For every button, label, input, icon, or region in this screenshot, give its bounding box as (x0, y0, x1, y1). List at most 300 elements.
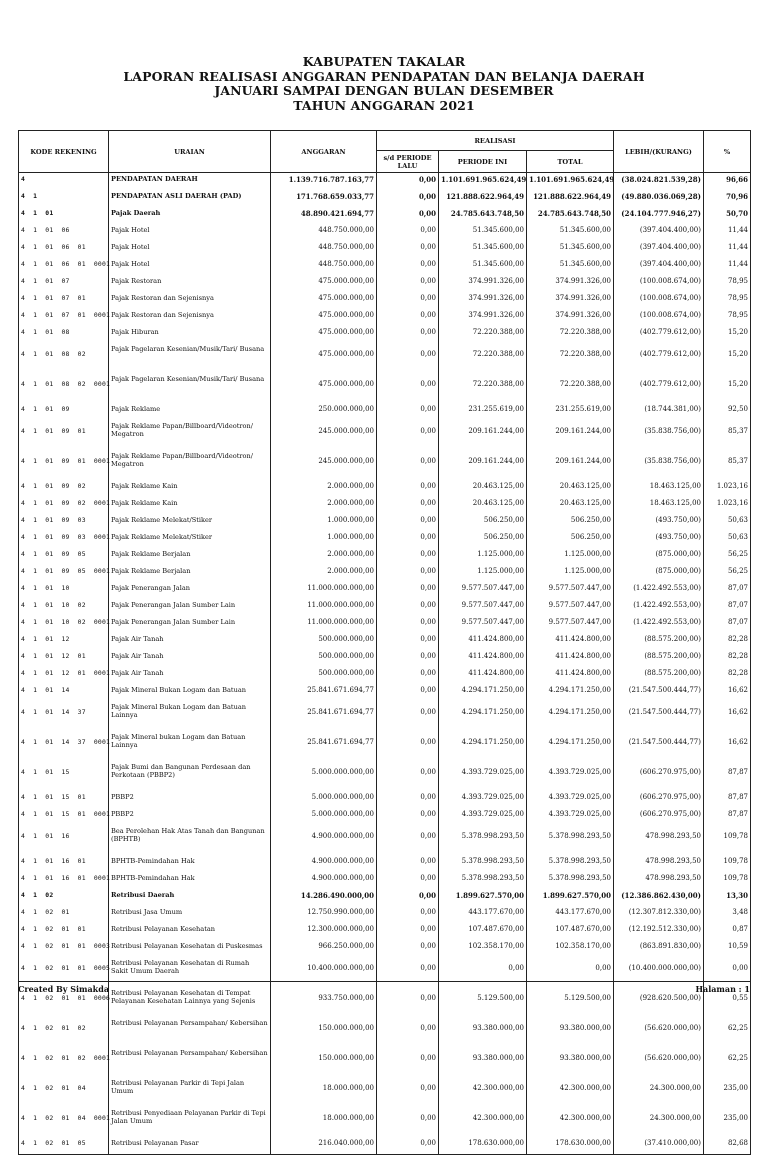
cell-kode-rekening: 4 1 02 01 (19, 906, 109, 923)
cell-total: 72.220.388,00 (527, 373, 614, 403)
cell-kode-rekening: 4 1 01 16 (19, 825, 109, 855)
cell-kode-rekening: 4 1 01 09 03 (19, 514, 109, 531)
cell-sd-periode-lalu: 0,00 (377, 761, 439, 791)
cell-anggaran: 25.841.671.694,77 (271, 731, 377, 761)
cell-sd-periode-lalu: 0,00 (377, 480, 439, 497)
cell-periode-ini: 5.378.998.293,50 (439, 855, 527, 872)
table-row (19, 531, 751, 548)
table-row (19, 667, 751, 684)
cell-uraian: PENDAPATAN DAERAH (109, 173, 271, 191)
cell-lebih-kurang: (402.779.612,00) (614, 373, 704, 403)
table-row (19, 207, 751, 224)
cell-kode-rekening: 4 1 (19, 190, 109, 207)
cell-kode-rekening: 4 1 01 06 (19, 224, 109, 241)
cell-total: 20.463.125,00 (527, 497, 614, 514)
cell-uraian: Retribusi Pelayanan Parkir di Tepi Jalan Umum (109, 1077, 271, 1107)
cell-total: 4.393.729.025,00 (527, 791, 614, 808)
cell-lebih-kurang: (397.404.400,00) (614, 241, 704, 258)
cell-periode-ini: 20.463.125,00 (439, 480, 527, 497)
cell-sd-periode-lalu: 0,00 (377, 565, 439, 582)
cell-uraian: Pajak Reklame Berjalan (109, 565, 271, 582)
cell-sd-periode-lalu: 0,00 (377, 872, 439, 889)
col-header-lebih-kurang: LEBIH/(KURANG) (614, 131, 704, 173)
cell-kode-rekening: 4 1 02 01 04 0001 (19, 1107, 109, 1137)
cell-periode-ini: 24.785.643.748,50 (439, 207, 527, 224)
col-header-anggaran: ANGGARAN (271, 131, 377, 173)
cell-sd-periode-lalu: 0,00 (377, 1107, 439, 1137)
cell-kode-rekening: 4 1 01 09 05 (19, 548, 109, 565)
cell-anggaran: 216.040.000,00 (271, 1137, 377, 1155)
cell-periode-ini: 72.220.388,00 (439, 373, 527, 403)
cell-kode-rekening: 4 1 01 10 02 0001 (19, 616, 109, 633)
cell-sd-periode-lalu: 0,00 (377, 1047, 439, 1077)
cell-persen: 82,68 (704, 1137, 751, 1155)
footer-page-number: Halaman : 1 (695, 984, 750, 994)
cell-periode-ini: 443.177.670,00 (439, 906, 527, 923)
table-row (19, 940, 751, 957)
cell-periode-ini: 102.358.170,00 (439, 940, 527, 957)
cell-kode-rekening: 4 1 02 01 01 0005 (19, 957, 109, 987)
cell-periode-ini: 51.345.600,00 (439, 258, 527, 275)
cell-periode-ini: 4.294.171.250,00 (439, 731, 527, 761)
cell-sd-periode-lalu: 0,00 (377, 1137, 439, 1155)
cell-persen: 109,78 (704, 855, 751, 872)
cell-total: 20.463.125,00 (527, 480, 614, 497)
cell-periode-ini: 5.378.998.293,50 (439, 825, 527, 855)
cell-uraian: Pajak Hiburan (109, 326, 271, 343)
table-row (19, 190, 751, 207)
cell-periode-ini: 374.991.326,00 (439, 309, 527, 326)
cell-anggaran: 2.000.000,00 (271, 565, 377, 582)
cell-anggaran: 250.000.000,00 (271, 403, 377, 420)
table-row (19, 701, 751, 731)
cell-anggaran: 1.000.000,00 (271, 514, 377, 531)
cell-kode-rekening: 4 1 01 08 02 (19, 343, 109, 373)
cell-total: 374.991.326,00 (527, 292, 614, 309)
cell-periode-ini: 9.577.507.447,00 (439, 582, 527, 599)
cell-uraian: PBBP2 (109, 808, 271, 825)
cell-uraian: BPHTB-Pemindahan Hak (109, 872, 271, 889)
cell-sd-periode-lalu: 0,00 (377, 403, 439, 420)
cell-lebih-kurang: (402.779.612,00) (614, 343, 704, 373)
cell-total: 178.630.000,00 (527, 1137, 614, 1155)
cell-total: 42.300.000,00 (527, 1107, 614, 1137)
cell-lebih-kurang: (18.744.381,00) (614, 403, 704, 420)
cell-persen: 109,78 (704, 825, 751, 855)
cell-kode-rekening: 4 1 01 09 (19, 403, 109, 420)
cell-anggaran: 2.000.000,00 (271, 548, 377, 565)
table-row (19, 731, 751, 761)
cell-kode-rekening: 4 1 01 06 01 0001 (19, 258, 109, 275)
cell-periode-ini: 374.991.326,00 (439, 275, 527, 292)
cell-uraian: BPHTB-Pemindahan Hak (109, 855, 271, 872)
cell-lebih-kurang: (10.400.000.000,00) (614, 957, 704, 987)
cell-persen: 62,25 (704, 1017, 751, 1047)
cell-anggaran: 11.000.000.000,00 (271, 582, 377, 599)
cell-anggaran: 966.250.000,00 (271, 940, 377, 957)
cell-sd-periode-lalu: 0,00 (377, 940, 439, 957)
table-row (19, 241, 751, 258)
cell-periode-ini: 4.294.171.250,00 (439, 701, 527, 731)
cell-total: 93.380.000,00 (527, 1017, 614, 1047)
cell-anggaran: 500.000.000,00 (271, 667, 377, 684)
cell-anggaran: 11.000.000.000,00 (271, 599, 377, 616)
cell-periode-ini: 5.378.998.293,50 (439, 872, 527, 889)
cell-lebih-kurang: (606.270.975,00) (614, 761, 704, 791)
cell-persen: 11,44 (704, 224, 751, 241)
cell-total: 4.294.171.250,00 (527, 731, 614, 761)
col-header-kode: KODE REKENING (19, 131, 109, 173)
cell-uraian: Pajak Reklame Papan/Billboard/Videotron/ Megatron (109, 420, 271, 450)
cell-anggaran: 18.000.000,00 (271, 1107, 377, 1137)
cell-anggaran: 475.000.000,00 (271, 275, 377, 292)
cell-kode-rekening: 4 1 02 01 05 (19, 1137, 109, 1155)
table-row (19, 633, 751, 650)
cell-anggaran: 12.750.990.000,00 (271, 906, 377, 923)
cell-uraian: Pajak Air Tanah (109, 633, 271, 650)
cell-total: 93.380.000,00 (527, 1047, 614, 1077)
cell-lebih-kurang: (49.880.036.069,28) (614, 190, 704, 207)
table-row (19, 1047, 751, 1077)
cell-kode-rekening: 4 1 01 16 01 (19, 855, 109, 872)
cell-uraian: PBBP2 (109, 791, 271, 808)
cell-sd-periode-lalu: 0,00 (377, 957, 439, 987)
cell-persen: 87,07 (704, 616, 751, 633)
cell-kode-rekening: 4 1 01 14 37 0001 (19, 731, 109, 761)
cell-uraian: Pajak Restoran dan Sejenisnya (109, 292, 271, 309)
cell-periode-ini: 411.424.800,00 (439, 667, 527, 684)
cell-kode-rekening: 4 1 01 16 01 0001 (19, 872, 109, 889)
table-row (19, 855, 751, 872)
cell-periode-ini: 9.577.507.447,00 (439, 599, 527, 616)
cell-persen: 50,70 (704, 207, 751, 224)
cell-uraian: Pajak Reklame Kain (109, 480, 271, 497)
cell-kode-rekening: 4 1 02 01 02 (19, 1017, 109, 1047)
cell-lebih-kurang: (493.750,00) (614, 531, 704, 548)
cell-anggaran: 171.768.659.033,77 (271, 190, 377, 207)
cell-anggaran: 245.000.000,00 (271, 450, 377, 480)
cell-periode-ini: 1.101.691.965.624,49 (439, 173, 527, 191)
cell-uraian: Retribusi Penyediaan Pelayanan Parkir di Tepi Jalan Umum (109, 1107, 271, 1137)
table-row (19, 1077, 751, 1107)
cell-total: 231.255.619,00 (527, 403, 614, 420)
cell-kode-rekening: 4 1 01 09 03 0001 (19, 531, 109, 548)
cell-kode-rekening: 4 1 01 07 (19, 275, 109, 292)
cell-kode-rekening: 4 1 01 15 (19, 761, 109, 791)
cell-sd-periode-lalu: 0,00 (377, 582, 439, 599)
table-row (19, 957, 751, 987)
cell-sd-periode-lalu: 0,00 (377, 450, 439, 480)
cell-periode-ini: 93.380.000,00 (439, 1017, 527, 1047)
cell-sd-periode-lalu: 0,00 (377, 207, 439, 224)
cell-uraian: Pajak Air Tanah (109, 650, 271, 667)
cell-lebih-kurang: (21.547.500.444,77) (614, 731, 704, 761)
cell-uraian: Retribusi Jasa Umum (109, 906, 271, 923)
footer-created-by: Created By Simakda (18, 984, 109, 994)
report-title-block (0, 55, 768, 113)
cell-total: 102.358.170,00 (527, 940, 614, 957)
cell-total: 5.129.500,00 (527, 987, 614, 1017)
table-row (19, 173, 751, 191)
cell-persen: 0,87 (704, 923, 751, 940)
cell-persen: 11,44 (704, 258, 751, 275)
cell-sd-periode-lalu: 0,00 (377, 987, 439, 1017)
cell-lebih-kurang: (56.620.000,00) (614, 1047, 704, 1077)
cell-sd-periode-lalu: 0,00 (377, 825, 439, 855)
table-row (19, 582, 751, 599)
table-row (19, 450, 751, 480)
cell-sd-periode-lalu: 0,00 (377, 684, 439, 701)
cell-kode-rekening: 4 (19, 173, 109, 191)
cell-kode-rekening: 4 1 01 15 01 (19, 791, 109, 808)
cell-persen: 10,59 (704, 940, 751, 957)
cell-persen: 50,63 (704, 531, 751, 548)
cell-kode-rekening: 4 1 01 12 01 (19, 650, 109, 667)
cell-total: 443.177.670,00 (527, 906, 614, 923)
cell-lebih-kurang: (21.547.500.444,77) (614, 684, 704, 701)
cell-kode-rekening: 4 1 02 01 01 (19, 923, 109, 940)
cell-uraian: Pajak Reklame (109, 403, 271, 420)
cell-sd-periode-lalu: 0,00 (377, 343, 439, 373)
cell-lebih-kurang: 478.998.293,50 (614, 855, 704, 872)
cell-persen: 15,20 (704, 326, 751, 343)
cell-persen: 92,50 (704, 403, 751, 420)
table-row (19, 373, 751, 403)
table-row (19, 224, 751, 241)
cell-kode-rekening: 4 1 02 (19, 889, 109, 906)
cell-lebih-kurang: 478.998.293,50 (614, 825, 704, 855)
cell-persen: 109,78 (704, 872, 751, 889)
table-row (19, 548, 751, 565)
cell-kode-rekening: 4 1 01 12 01 0001 (19, 667, 109, 684)
cell-total: 1.125.000,00 (527, 548, 614, 565)
cell-anggaran: 448.750.000,00 (271, 241, 377, 258)
cell-periode-ini: 411.424.800,00 (439, 633, 527, 650)
cell-lebih-kurang: (88.575.200,00) (614, 650, 704, 667)
cell-kode-rekening: 4 1 01 14 37 (19, 701, 109, 731)
cell-persen: 78,95 (704, 309, 751, 326)
cell-anggaran: 12.300.000.000,00 (271, 923, 377, 940)
cell-kode-rekening: 4 1 01 08 (19, 326, 109, 343)
cell-sd-periode-lalu: 0,00 (377, 326, 439, 343)
cell-uraian: Pajak Restoran dan Sejenisnya (109, 309, 271, 326)
cell-periode-ini: 374.991.326,00 (439, 292, 527, 309)
cell-uraian: Pajak Penerangan Jalan (109, 582, 271, 599)
cell-total: 4.294.171.250,00 (527, 684, 614, 701)
cell-persen: 56,25 (704, 565, 751, 582)
cell-periode-ini: 93.380.000,00 (439, 1047, 527, 1077)
cell-total: 374.991.326,00 (527, 309, 614, 326)
cell-anggaran: 4.900.000.000,00 (271, 825, 377, 855)
table-row (19, 599, 751, 616)
cell-sd-periode-lalu: 0,00 (377, 731, 439, 761)
cell-uraian: Pajak Reklame Melekat/Stiker (109, 531, 271, 548)
cell-lebih-kurang: (12.307.812.330,00) (614, 906, 704, 923)
cell-anggaran: 500.000.000,00 (271, 650, 377, 667)
cell-kode-rekening: 4 1 02 01 01 0006 (19, 987, 109, 1017)
cell-total: 374.991.326,00 (527, 275, 614, 292)
cell-uraian: Pajak Bumi dan Bangunan Perdesaan dan Perkotaan (PBBP2) (109, 761, 271, 791)
cell-total: 209.161.244,00 (527, 420, 614, 450)
cell-total: 1.899.627.570,00 (527, 889, 614, 906)
cell-total: 24.785.643.748,50 (527, 207, 614, 224)
cell-uraian: Retribusi Pelayanan Persampahan/ Kebersihan (109, 1047, 271, 1077)
cell-lebih-kurang: (35.838.756,00) (614, 450, 704, 480)
cell-anggaran: 25.841.671.694,77 (271, 701, 377, 731)
cell-lebih-kurang: (606.270.975,00) (614, 808, 704, 825)
table-row (19, 1137, 751, 1155)
cell-periode-ini: 42.300.000,00 (439, 1077, 527, 1107)
cell-kode-rekening: 4 1 01 09 05 0001 (19, 565, 109, 582)
cell-uraian: Pajak Hotel (109, 241, 271, 258)
cell-sd-periode-lalu: 0,00 (377, 224, 439, 241)
table-row (19, 420, 751, 450)
cell-total: 51.345.600,00 (527, 241, 614, 258)
cell-lebih-kurang: (1.422.492.553,00) (614, 582, 704, 599)
cell-persen: 1.023,16 (704, 497, 751, 514)
cell-persen: 3,48 (704, 906, 751, 923)
table-row (19, 872, 751, 889)
cell-anggaran: 150.000.000,00 (271, 1047, 377, 1077)
cell-sd-periode-lalu: 0,00 (377, 190, 439, 207)
cell-lebih-kurang: (100.008.674,00) (614, 292, 704, 309)
cell-kode-rekening: 4 1 01 06 01 (19, 241, 109, 258)
cell-total: 51.345.600,00 (527, 258, 614, 275)
cell-lebih-kurang: (493.750,00) (614, 514, 704, 531)
cell-kode-rekening: 4 1 01 09 02 0001 (19, 497, 109, 514)
cell-uraian: Pajak Air Tanah (109, 667, 271, 684)
cell-lebih-kurang: (397.404.400,00) (614, 258, 704, 275)
cell-sd-periode-lalu: 0,00 (377, 292, 439, 309)
cell-uraian: Pajak Mineral bukan Logam dan Batuan Lainnya (109, 731, 271, 761)
cell-anggaran: 245.000.000,00 (271, 420, 377, 450)
cell-lebih-kurang: 24.300.000,00 (614, 1077, 704, 1107)
cell-persen: 50,63 (704, 514, 751, 531)
cell-anggaran: 1.139.716.787.163,77 (271, 173, 377, 191)
cell-periode-ini: 209.161.244,00 (439, 450, 527, 480)
cell-kode-rekening: 4 1 02 01 01 0003 (19, 940, 109, 957)
fiscal-year-title: TAHUN ANGGARAN 2021 (293, 97, 475, 113)
cell-anggaran: 14.286.490.000,00 (271, 889, 377, 906)
cell-sd-periode-lalu: 0,00 (377, 258, 439, 275)
cell-periode-ini: 411.424.800,00 (439, 650, 527, 667)
table-row (19, 326, 751, 343)
table-row (19, 258, 751, 275)
cell-kode-rekening: 4 1 01 07 01 (19, 292, 109, 309)
table-row (19, 1107, 751, 1137)
cell-lebih-kurang: (35.838.756,00) (614, 420, 704, 450)
cell-uraian: Retribusi Daerah (109, 889, 271, 906)
table-row (19, 825, 751, 855)
cell-persen: 85,37 (704, 450, 751, 480)
cell-total: 42.300.000,00 (527, 1077, 614, 1107)
cell-uraian: Pajak Mineral Bukan Logam dan Batuan (109, 684, 271, 701)
table-row (19, 684, 751, 701)
cell-persen: 62,25 (704, 1047, 751, 1077)
cell-periode-ini: 231.255.619,00 (439, 403, 527, 420)
cell-anggaran: 48.890.421.694,77 (271, 207, 377, 224)
cell-total: 9.577.507.447,00 (527, 616, 614, 633)
cell-anggaran: 475.000.000,00 (271, 309, 377, 326)
cell-sd-periode-lalu: 0,00 (377, 420, 439, 450)
cell-lebih-kurang: 478.998.293,50 (614, 872, 704, 889)
cell-persen: 16,62 (704, 731, 751, 761)
cell-periode-ini: 4.393.729.025,00 (439, 808, 527, 825)
cell-lebih-kurang: (875.000,00) (614, 565, 704, 582)
cell-total: 5.378.998.293,50 (527, 855, 614, 872)
cell-total: 4.294.171.250,00 (527, 701, 614, 731)
cell-uraian: Pajak Hotel (109, 258, 271, 275)
cell-total: 107.487.670,00 (527, 923, 614, 940)
cell-lebih-kurang: 18.463.125,00 (614, 480, 704, 497)
cell-periode-ini: 51.345.600,00 (439, 241, 527, 258)
cell-uraian: PENDAPATAN ASLI DAERAH (PAD) (109, 190, 271, 207)
cell-lebih-kurang: (402.779.612,00) (614, 326, 704, 343)
cell-anggaran: 500.000.000,00 (271, 633, 377, 650)
table-row (19, 480, 751, 497)
cell-sd-periode-lalu: 0,00 (377, 1077, 439, 1107)
cell-total: 1.101.691.965.624,49 (527, 173, 614, 191)
cell-persen: 78,95 (704, 292, 751, 309)
cell-sd-periode-lalu: 0,00 (377, 309, 439, 326)
cell-uraian: Pajak Penerangan Jalan Sumber Lain (109, 599, 271, 616)
cell-periode-ini: 51.345.600,00 (439, 224, 527, 241)
cell-uraian: Pajak Pagelaran Kesenian/Musik/Tari/ Busana (109, 373, 271, 403)
cell-periode-ini: 178.630.000,00 (439, 1137, 527, 1155)
cell-sd-periode-lalu: 0,00 (377, 616, 439, 633)
cell-periode-ini: 121.888.622.964,49 (439, 190, 527, 207)
col-header-uraian: URAIAN (109, 131, 271, 173)
cell-lebih-kurang: (37.410.000,00) (614, 1137, 704, 1155)
cell-anggaran: 475.000.000,00 (271, 292, 377, 309)
cell-uraian: Retribusi Pelayanan Kesehatan di Rumah Sakit Umum Daerah (109, 957, 271, 987)
table-row (19, 761, 751, 791)
cell-persen: 15,20 (704, 373, 751, 403)
cell-sd-periode-lalu: 0,00 (377, 548, 439, 565)
col-header-sd-periode-lalu: s/d PERIODE LALU (377, 151, 439, 173)
cell-periode-ini: 9.577.507.447,00 (439, 616, 527, 633)
cell-lebih-kurang: (100.008.674,00) (614, 309, 704, 326)
cell-uraian: Pajak Restoran (109, 275, 271, 292)
table-row (19, 650, 751, 667)
budget-realization-table (18, 130, 751, 1155)
cell-kode-rekening: 4 1 01 (19, 207, 109, 224)
cell-sd-periode-lalu: 0,00 (377, 373, 439, 403)
cell-sd-periode-lalu: 0,00 (377, 791, 439, 808)
cell-persen: 85,37 (704, 420, 751, 450)
cell-lebih-kurang: 18.463.125,00 (614, 497, 704, 514)
cell-total: 411.424.800,00 (527, 633, 614, 650)
cell-anggaran: 475.000.000,00 (271, 326, 377, 343)
cell-uraian: Retribusi Pelayanan Kesehatan di Puskesmas (109, 940, 271, 957)
cell-total: 411.424.800,00 (527, 650, 614, 667)
cell-anggaran: 150.000.000,00 (271, 1017, 377, 1047)
col-header-periode-ini: PERIODE INI (439, 151, 527, 173)
cell-kode-rekening: 4 1 01 07 01 0001 (19, 309, 109, 326)
cell-kode-rekening: 4 1 01 09 02 (19, 480, 109, 497)
cell-kode-rekening: 4 1 02 01 02 0001 (19, 1047, 109, 1077)
table-header (19, 131, 751, 173)
table-row (19, 565, 751, 582)
cell-lebih-kurang: (21.547.500.444,77) (614, 701, 704, 731)
cell-anggaran: 4.900.000.000,00 (271, 872, 377, 889)
table-body (19, 173, 751, 1155)
table-row (19, 403, 751, 420)
cell-anggaran: 1.000.000,00 (271, 531, 377, 548)
cell-periode-ini: 72.220.388,00 (439, 326, 527, 343)
cell-uraian: Pajak Reklame Kain (109, 497, 271, 514)
cell-anggaran: 18.000.000,00 (271, 1077, 377, 1107)
